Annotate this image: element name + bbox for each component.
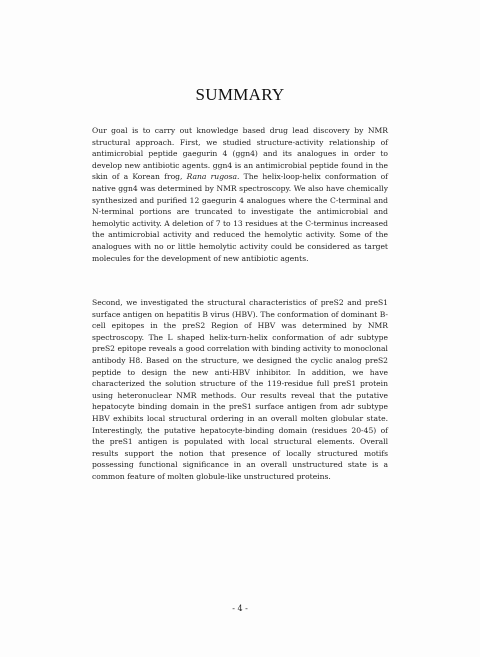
page-title: SUMMARY [195, 85, 285, 104]
species-name: Rana rugosa [186, 172, 238, 182]
summary-paragraph-1 [92, 125, 388, 264]
summary-paragraph-2: Second, we investigated the structural characteristics of preS2 and preS1 surface antigen on hepatitis B virus (HBV). The conformation of dominant B-cell epitopes in the preS2 Region of HBV was determined by NMR spectroscopy. The L shaped helix-turn-helix conformation of adr subtype preS2 epitope reveals a good correlation with binding activity to monoclonal antibody H8. Based on the structure, we designed the cyclic analog preS2 peptide to design the new anti-HBV inhibitor. In addition, we have characterized the solution structure of the 119-residue full preS1 protein using heteronuclear NMR methods. Our results reveal that the putative hepatocyte binding domain in the preS1 surface antigen from adr subtype HBV exhibits local structural ordering in an overall molten globular state. Interestingly, the putative hepatocyte-binding domain (residues 20-45) of the preS1 antigen is populated with local structural elements. Overall results support the notion that presence of locally structured motifs possessing functional significance in an overall unstructured state is a common feature of molten globule-like unstructured proteins. [92, 298, 388, 481]
paragraph-1-text-b: . The helix-loop-helix conformation of native ggn4 was determined by NMR spectroscopy. We also have chemically synthesized and purified 12 gaegurin 4 analogues where the C-terminal and N-terminal portions are truncated to investigate the antimicrobial and hemolytic activity. A deletion of 7 to 13 residues at the C-terminus increased the antimicrobial activity and reduced the hemolytic activity. Some of the analogues with no or little hemolytic activity could be considered as target molecules for the development of new antibiotic agents. [92, 172, 388, 263]
page-number: - 4 - [232, 604, 248, 613]
paragraph-1-text-a: Our goal is to carry out knowledge based drug lead discovery by NMR structural approach. First, we studied structure-activity relationship of antimicrobial peptide gaegurin 4 (ggn4) and its analogues in order to develop new antibiotic agents. ggn4 is an antimicrobial peptide found in the skin of a Korean frog, [92, 126, 388, 182]
